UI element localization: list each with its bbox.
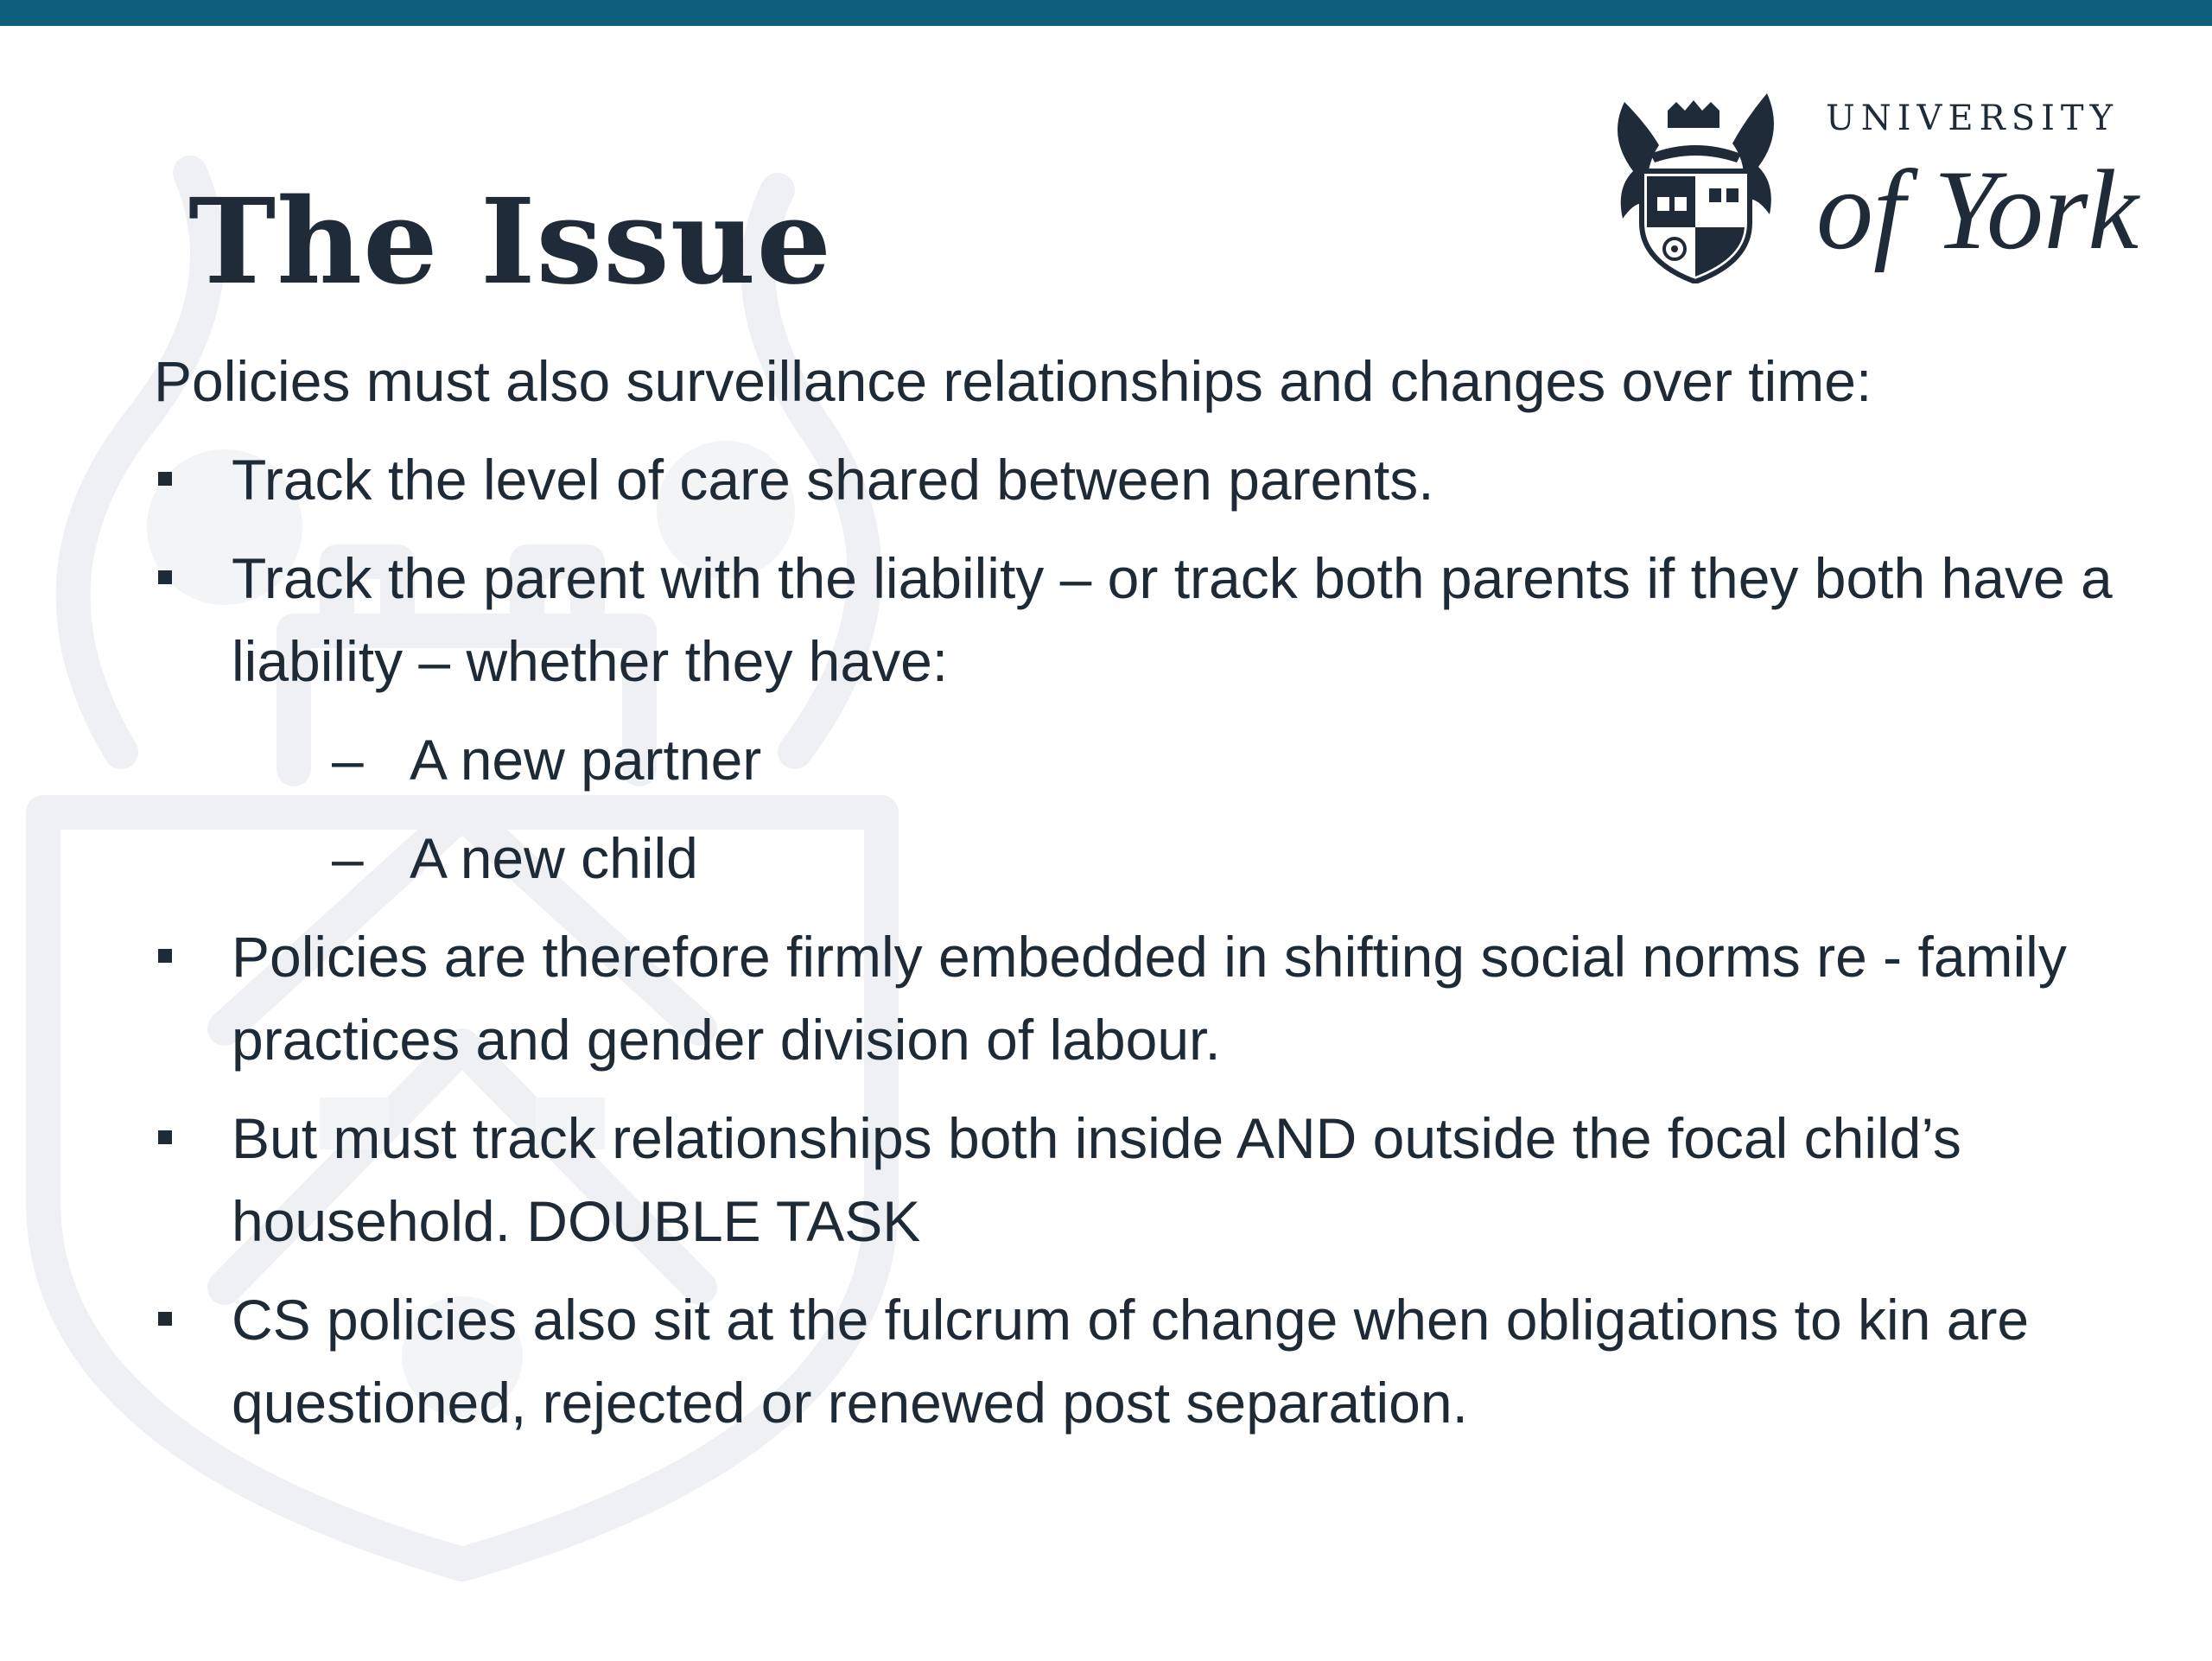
bullet-text: Track the level of care shared between parents. — [232, 448, 1434, 512]
square-bullet-icon — [158, 949, 172, 963]
sub-bullet-text: A new child — [410, 826, 698, 890]
top-accent-bar — [0, 0, 2212, 26]
square-bullet-icon — [158, 472, 172, 486]
dash-bullet: – — [332, 728, 364, 792]
logo-text-university: UNIVERSITY — [1826, 99, 2120, 138]
bullet-item — [154, 1278, 2124, 1444]
square-bullet-icon — [158, 1312, 172, 1326]
university-logo — [1607, 76, 2160, 292]
university-crest-icon — [1607, 76, 1784, 283]
sub-bullet-item — [154, 718, 2124, 801]
slide-title: The Issue — [188, 173, 833, 311]
square-bullet-icon — [158, 570, 172, 584]
sub-bullet-item — [154, 817, 2124, 900]
bullet-item — [154, 1097, 2124, 1263]
square-bullet-icon — [158, 1130, 172, 1144]
bullet-text: Policies are therefore firmly embedded in shifting social norms re - family practices and gender division of labour. — [232, 925, 2067, 1072]
logo-text-york: of York — [1816, 146, 2139, 273]
bullet-text: But must track relationships both inside AND outside the focal child’s household. DOUBLE TASK — [232, 1106, 1961, 1253]
bullet-text: Track the parent with the liability – or track both parents if they both have a liability – whether they have: — [232, 546, 2113, 693]
bullet-item — [154, 537, 2124, 703]
bullet-item — [154, 915, 2124, 1081]
sub-bullet-text: A new partner — [410, 728, 762, 792]
dash-bullet: – — [332, 826, 364, 890]
lead-text: Policies must also surveillance relationships and changes over time: — [154, 349, 1872, 413]
bullet-text: CS policies also sit at the fulcrum of change when obligations to kin are questioned, rejected or renewed post separation. — [232, 1288, 2030, 1435]
slide-body — [154, 340, 2124, 1460]
bullet-item — [154, 438, 2124, 521]
